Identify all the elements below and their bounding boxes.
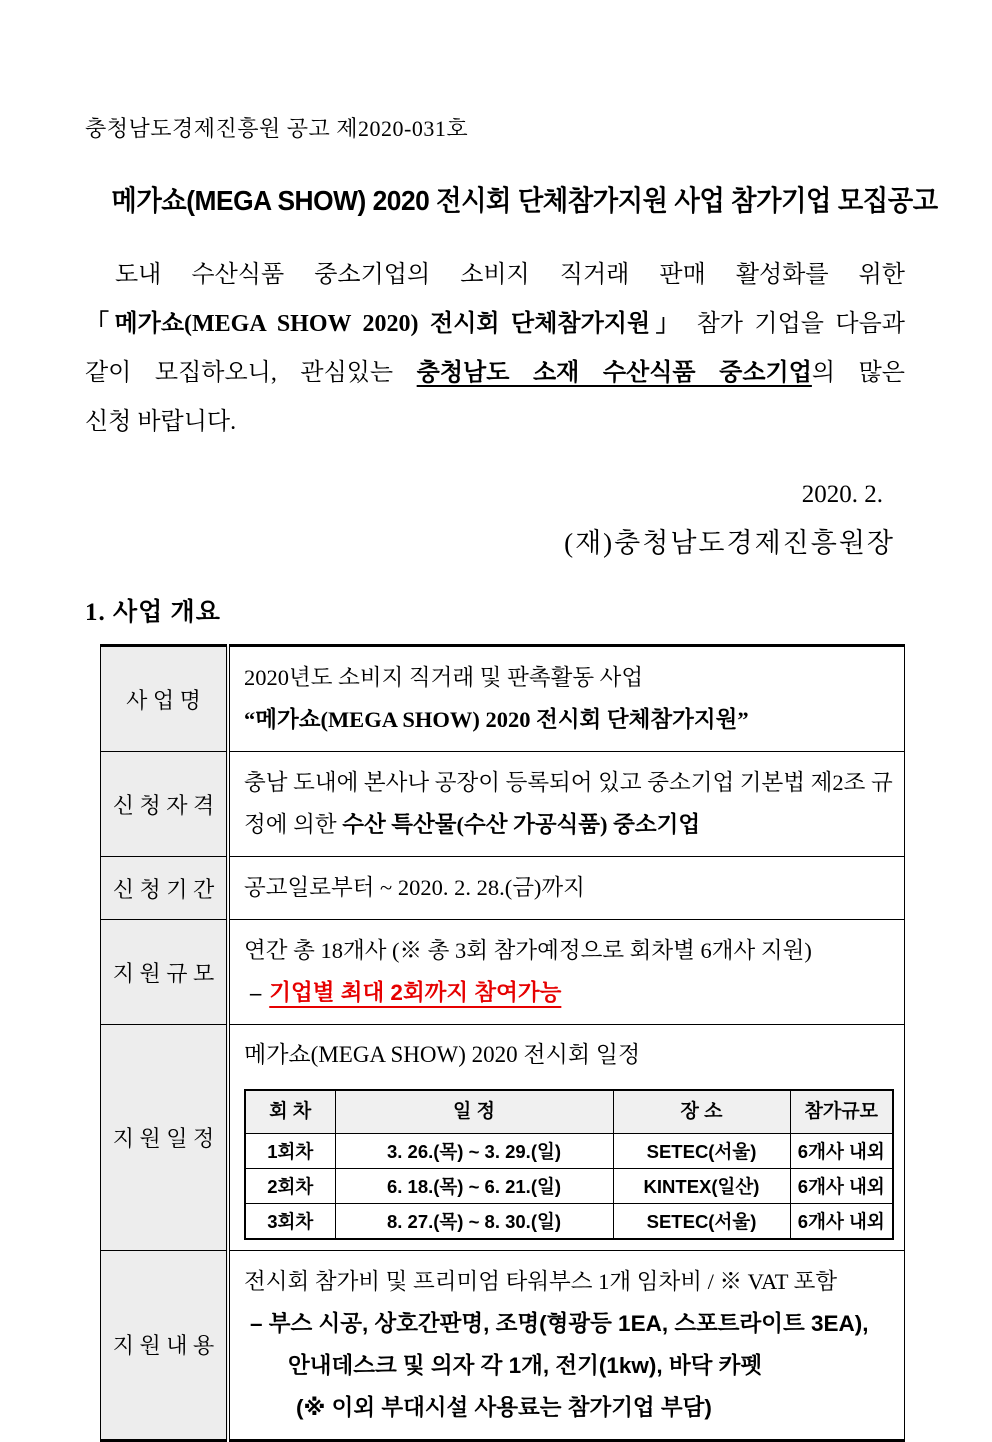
program-name-emph: 「메가쇼(MEGA SHOW 2020) 전시회 단체참가지원」 xyxy=(85,311,686,337)
announcement-date: 2020. 2. xyxy=(801,481,883,508)
intro-paragraph xyxy=(85,251,905,447)
eligibility-text: 충남 도내에 본사나 공장이 등록되어 있고 중소기업 기본법 제2조 규정에 의한 xyxy=(244,770,893,837)
support-scale-line-1: 연간 총 18개사 (※ 총 3회 참가예정으로 회차별 6개사 지원) xyxy=(244,938,812,963)
business-name-line-1: 2020년도 소비지 직거래 및 판촉활동 사업 xyxy=(244,665,644,690)
schedule-row-2-scale: 6개사 내외 xyxy=(790,1169,893,1204)
row-content-application-period xyxy=(228,857,905,920)
table-row-eligibility xyxy=(101,752,905,857)
row-content-support-details xyxy=(228,1250,905,1440)
schedule-row-1 xyxy=(245,1134,893,1169)
row-content-eligibility xyxy=(228,752,905,857)
overview-table xyxy=(100,644,905,1442)
schedule-row-2-dates: 6. 18.(목) ~ 6. 21.(일) xyxy=(335,1169,613,1204)
schedule-row-1-venue: SETEC(서울) xyxy=(613,1134,790,1169)
intro-line-4-text: 신청 바랍니다. xyxy=(85,409,237,435)
business-name-line-2: “메가쇼(MEGA SHOW) 2020 전시회 단체참가지원” xyxy=(244,707,749,732)
target-company-emph: 충청남도 소재 수산식품 중소기업 xyxy=(416,360,812,386)
intro-line-3-pre: 같이 모집하오니, 관심있는 xyxy=(85,360,417,386)
row-label-schedule: 지 원 일 정 xyxy=(101,1025,229,1251)
schedule-header-dates: 일 정 xyxy=(335,1090,613,1134)
schedule-row-3-dates: 8. 27.(목) ~ 8. 30.(일) xyxy=(335,1204,613,1239)
row-label-business-name: 사 업 명 xyxy=(101,646,229,752)
schedule-row-2-round: 2회차 xyxy=(245,1169,335,1204)
table-row-schedule xyxy=(101,1025,905,1251)
schedule-table xyxy=(244,1089,894,1240)
signer: (재)충청남도경제진흥원장 xyxy=(564,528,895,558)
schedule-header-scale: 참가규모 xyxy=(790,1090,893,1134)
row-label-support-scale: 지 원 규 모 xyxy=(101,920,229,1025)
row-content-schedule xyxy=(228,1025,905,1251)
row-label-application-period: 신 청 기 간 xyxy=(101,857,229,920)
support-details-line-3: 안내데스크 및 의자 각 1개, 전기(1kw), 바닥 카펫 xyxy=(288,1352,763,1378)
eligibility-emph: 수산 특산물(수산 가공식품) 중소기업 xyxy=(342,812,701,837)
intro-line-1 xyxy=(85,251,905,300)
row-content-business-name xyxy=(228,646,905,752)
schedule-row-3 xyxy=(245,1204,893,1239)
schedule-header-round: 회 차 xyxy=(245,1090,335,1134)
schedule-row-3-venue: SETEC(서울) xyxy=(613,1204,790,1239)
schedule-row-2 xyxy=(245,1169,893,1204)
schedule-row-1-scale: 6개사 내외 xyxy=(790,1134,893,1169)
row-content-support-scale xyxy=(228,920,905,1025)
intro-line-1-text: 도내 수산식품 중소기업의 소비지 직거래 판매 활성화를 위한 xyxy=(115,262,905,288)
intro-line-4 xyxy=(85,398,905,447)
schedule-row-1-round: 1회차 xyxy=(245,1134,335,1169)
intro-line-3-post: 의 많은 xyxy=(811,360,905,386)
schedule-row-1-dates: 3. 26.(목) ~ 3. 29.(일) xyxy=(335,1134,613,1169)
support-scale-line-2 xyxy=(244,972,894,1014)
schedule-caption: 메가쇼(MEGA SHOW) 2020 전시회 일정 xyxy=(244,1042,641,1067)
table-row-business-name xyxy=(101,646,905,752)
title-wrap xyxy=(85,179,938,219)
support-details-line-2: – 부스 시공, 상호간판명, 조명(형광등 1EA, 스포트라이트 3EA), xyxy=(250,1310,869,1336)
row-label-eligibility: 신 청 자 격 xyxy=(101,752,229,857)
page-title: 메가쇼(MEGA SHOW) 2020 전시회 단체참가지원 사업 참가기업 모집공고 xyxy=(111,185,938,216)
application-period-text: 공고일로부터 ~ 2020. 2. 28.(금)까지 xyxy=(244,875,585,900)
table-row-support-scale xyxy=(101,920,905,1025)
schedule-row-3-scale: 6개사 내외 xyxy=(790,1204,893,1239)
intro-line-3 xyxy=(85,349,905,398)
dash-bullet: – xyxy=(250,980,262,1005)
schedule-header-row xyxy=(245,1090,893,1134)
schedule-header-venue: 장 소 xyxy=(613,1090,790,1134)
intro-line-2-rest: 참가 기업을 다음과 xyxy=(685,311,905,337)
section-title: 1. 사업 개요 xyxy=(85,599,221,626)
support-details-line-1: 전시회 참가비 및 프리미엄 타워부스 1개 임차비 / ※ VAT 포함 xyxy=(244,1268,838,1294)
max-participation-notice: 기업별 최대 2회까지 참여가능 xyxy=(269,980,562,1005)
support-details-line-4: (※ 이외 부대시설 사용료는 참가기업 부담) xyxy=(296,1394,712,1420)
intro-line-2 xyxy=(85,300,905,349)
table-row-support-details xyxy=(101,1250,905,1440)
notice-number: 충청남도경제진흥원 공고 제2020-031호 xyxy=(85,116,469,141)
schedule-row-3-round: 3회차 xyxy=(245,1204,335,1239)
row-label-support-details: 지 원 내 용 xyxy=(101,1250,229,1440)
schedule-row-2-venue: KINTEX(일산) xyxy=(613,1169,790,1204)
table-row-application-period xyxy=(101,857,905,920)
